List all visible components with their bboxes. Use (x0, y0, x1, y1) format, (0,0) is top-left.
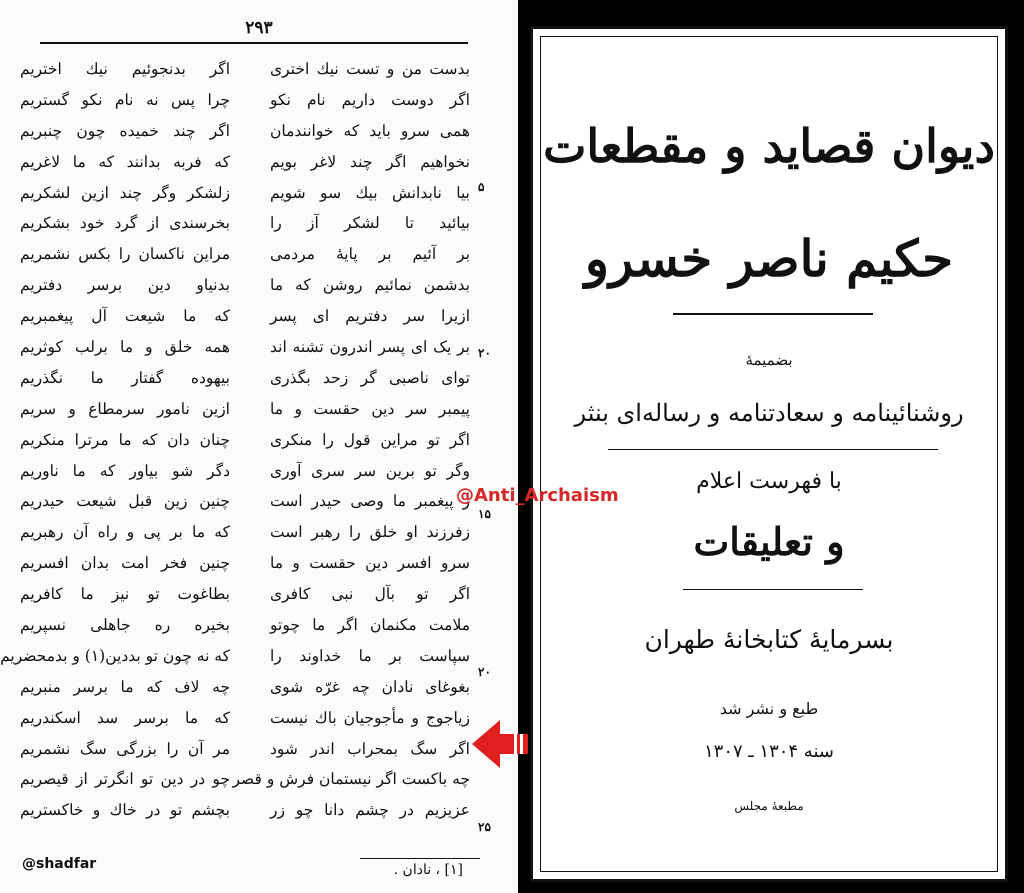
verse-line: اگر تو مراین قول را منکری (270, 430, 470, 449)
verse-line: بیائید تا لشکر آز را (270, 214, 470, 233)
annotations-line: و تعلیقات (693, 519, 845, 564)
verse-line: که ما شیعت آل پیغمبریم (20, 307, 230, 326)
verse-line: چه لاف که ما برسر منبریم (20, 677, 230, 696)
left-column (0, 54, 230, 826)
verse-line: ز پیغمبر ما وصی حیدر است (270, 492, 470, 511)
verse-line: اگر بدنجوئیم نیك اختریم (20, 60, 230, 78)
verse-line: پیمبر سر دین حقست و ما (270, 399, 470, 418)
page-number: ۲۹۳ (245, 18, 273, 38)
top-rule (40, 42, 468, 44)
verse-line: بخیره ره جاهلی نسپریم (20, 616, 230, 635)
verse-line: بخرسندی از گرد خود بشکریم (20, 214, 230, 233)
line-number: ۲۰ (478, 346, 491, 360)
verse-line: ازین نامور سرمطاع و سریم (20, 399, 230, 418)
left-arrow-icon (470, 718, 530, 770)
line-number: ۲۰ (478, 665, 491, 679)
verse-line: چنین زین قبل شیعت حیدریم (20, 492, 230, 511)
footnote: [۱] ، نادان . (393, 862, 463, 878)
verse-line: که ما برسر سد اسکندریم (20, 708, 230, 727)
verse-line: که نه چون تو بددین(۱) و بدمحضریم (0, 646, 230, 665)
verse-line: چنان دان که ما مرترا منکریم (20, 430, 230, 449)
verse-line: همه خلق و ما برلب کوثریم (20, 338, 230, 357)
footnote-rule (360, 858, 480, 859)
verse-line: بیا نابدانش بیك سو شویم (270, 183, 470, 202)
verse-line: بدشمن نمائیم روشن که ما (270, 276, 470, 295)
verse-line: عزیزیم در چشم دانا چو زر (270, 801, 470, 820)
verse-line: بدنیاو دین برسر دفتریم (20, 276, 230, 295)
verse-line: ازیرا سر دفتریم ای پسر (270, 307, 470, 326)
verse-line: همی سرو باید که خوانندمان (270, 121, 470, 140)
press-name: مطبعهٔ مجلس (734, 799, 804, 813)
verse-line: چو در دین تو انگرتر از قیصریم (20, 770, 230, 789)
verse-line: بچشم تو در خاك و خاکستریم (20, 801, 230, 820)
verse-line: بیهوده گفتار ما نگذریم (20, 368, 230, 387)
verse-line: زلشکر وگر چند ازین لشکریم (20, 183, 230, 202)
verse-line: چرا پس نه نام نکو گستریم (20, 90, 230, 109)
verse-line: اگر چند خمیده چون چنبریم (20, 121, 230, 140)
verse-line: بر یک ای پسر اندرون تشنه اند (270, 338, 470, 357)
verse-line: که فربه بدانند که ما لاغریم (20, 152, 230, 171)
title-line-2: حکیم ناصر خسرو (584, 229, 954, 288)
title-line-1: دیوان قصاید و مقطعات (543, 119, 995, 173)
index-line: با فهرست اعلام (696, 469, 842, 494)
verse-line: سرو افسر دین حقست و ما (270, 554, 470, 573)
verse-line: چه باکست اگر نیستمان فرش و قصر (232, 770, 470, 789)
verse-line: بطاغوت تو نیز ما کافریم (20, 585, 230, 604)
line-number: ۵ (478, 180, 485, 194)
title-page-frame (530, 26, 1008, 882)
verse-line: وگر تو برین سر سری آوری (270, 461, 470, 480)
supplements-rule (608, 449, 938, 450)
verse-line: مراین ناکسان را بکس نشمریم (20, 245, 230, 264)
verse-line: بر آئیم بر پایهٔ مردمی (270, 245, 470, 264)
source-handle: @shadfar (22, 856, 97, 872)
line-number: ۱۵ (478, 507, 491, 521)
right-page (518, 0, 1024, 893)
verse-line: زیاجوج و مأجوجیان باك نیست (270, 708, 470, 727)
line-number: ۲۵ (478, 820, 491, 834)
verse-line: بغوغای نادان چه غرّه شوی (270, 677, 470, 696)
verse-line: مر آن را بزرگی سگ نشمریم (20, 739, 230, 758)
watermark-handle: @Anti_Archaism (456, 485, 619, 506)
verse-line: که ما بر پی و راه آن رهبریم (20, 523, 230, 542)
verse-line: نخواهیم اگر چند لاغر بویم (270, 152, 470, 171)
verse-line: توای ناصبی گر زحد بگذری (270, 368, 470, 387)
verse-line: اگر سگ بمحراب اندر شود (270, 739, 470, 758)
publisher-line: بسرمایهٔ کتابخانهٔ طهران (644, 625, 894, 654)
verse-line: دگر شو بیاور که ما ناوریم (20, 461, 230, 480)
verse-line: اگر دوست داریم نام نکو (270, 90, 470, 109)
verse-line: ملامت مکنمان اگر ما چوتو (270, 616, 470, 635)
years-line: سنه ۱۳۰۴ ـ ۱۳۰۷ (704, 741, 834, 762)
title-rule (673, 313, 873, 315)
verse-line: سپاست بر ما خداوند را (270, 646, 470, 665)
annotations-rule (683, 589, 863, 590)
verse-line: اگر تو بآل نبی کافری (270, 585, 470, 604)
with-label: بضمیمهٔ (745, 351, 793, 369)
verse-line: بدست من و تست نیك اختری (270, 60, 470, 78)
verse-line: زفرزند او خلق را رهبر است (270, 523, 470, 542)
print-note: طبع و نشر شد (719, 699, 819, 718)
right-column (232, 54, 470, 826)
verse-line: چنین فخر امت بدان افسریم (20, 554, 230, 573)
supplements-line: روشنائینامه و سعادتنامه و رساله‌ای بنثر (574, 399, 964, 427)
